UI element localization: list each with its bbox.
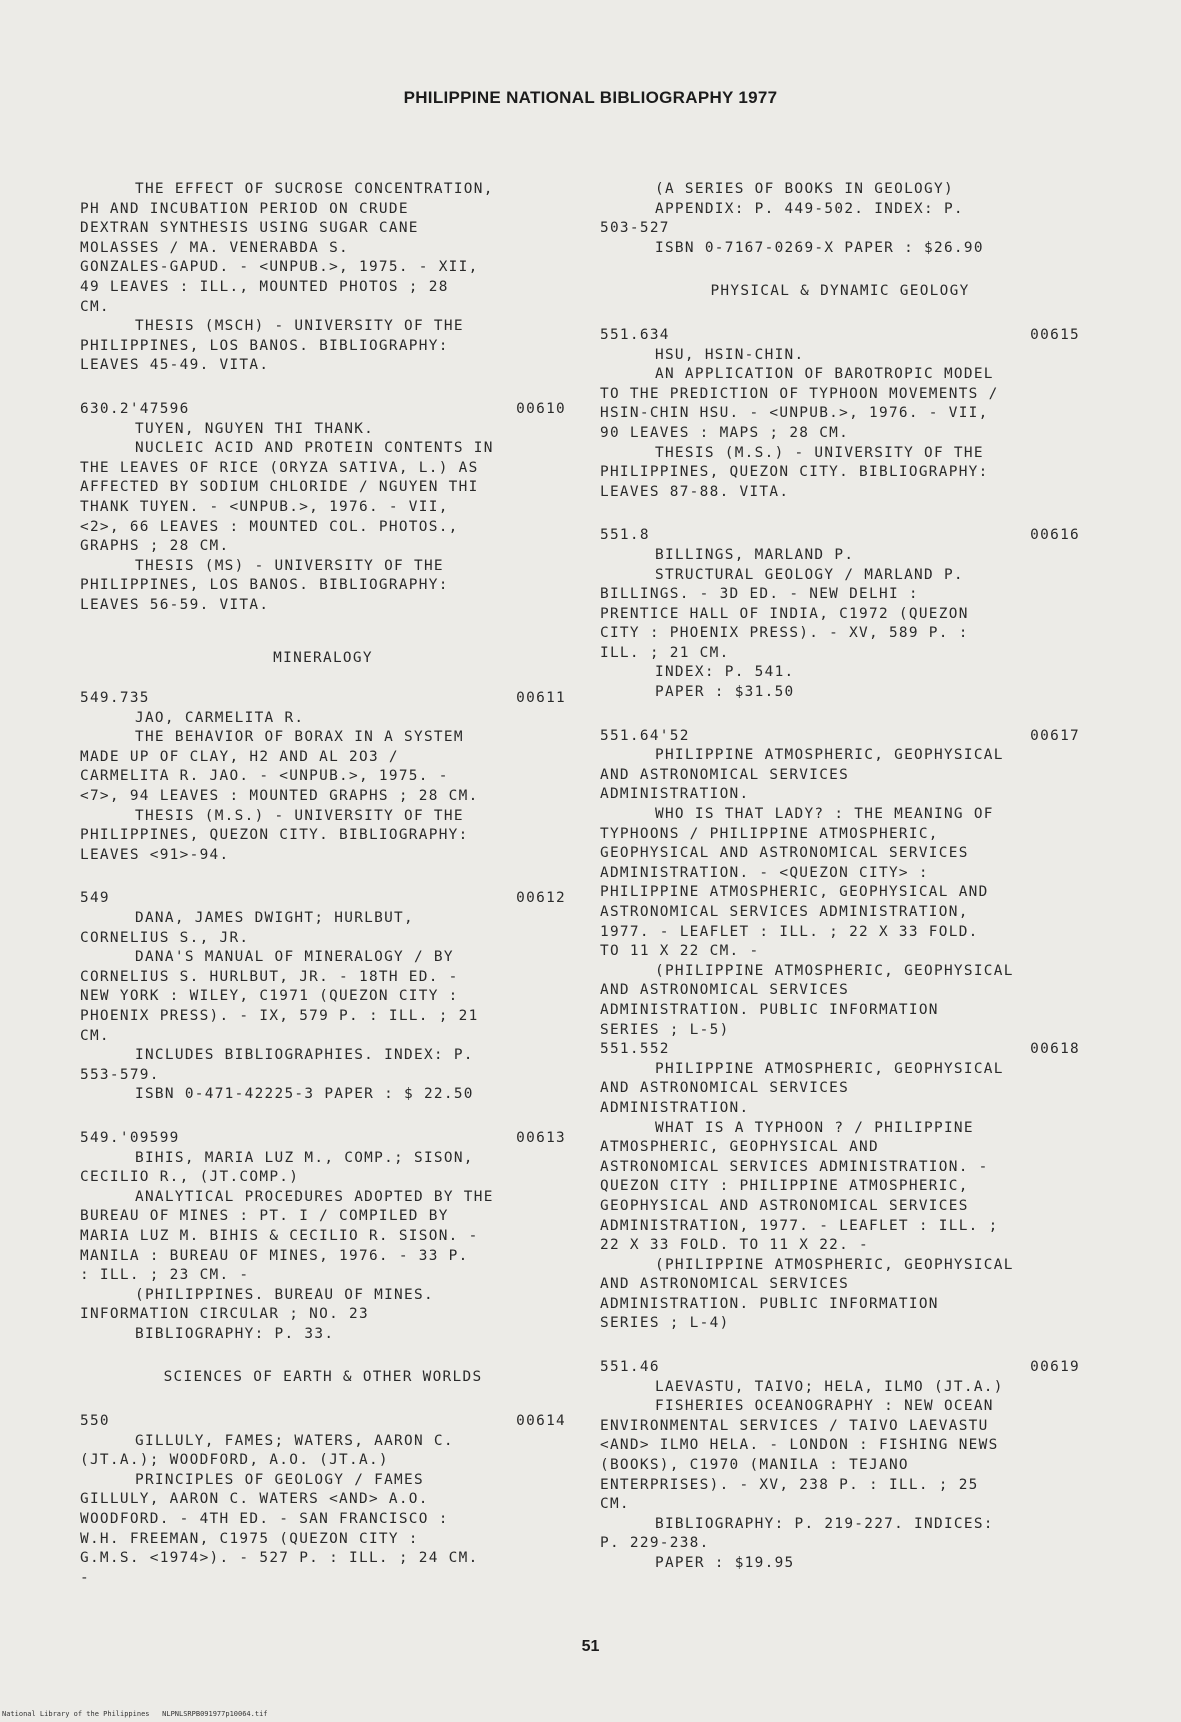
entry-number: 00612 <box>516 890 566 907</box>
entry-line: PHILIPPINES, LOS BANOS. BIBLIOGRAPHY: <box>80 337 449 354</box>
entry-line: HSU, HSIN-CHIN. <box>655 346 805 363</box>
entry-line: 503-527 <box>600 220 670 237</box>
entry-line: SERIES ; L-5) <box>600 1021 730 1038</box>
entry-line: AND ASTRONOMICAL SERVICES <box>600 1276 850 1293</box>
entry-line: CORNELIUS S. HURLBUT, JR. - 18TH ED. - <box>80 968 459 985</box>
entry-fragment-00609 <box>80 180 566 376</box>
entry-00615 <box>600 326 1080 502</box>
entry-line: DANA, JAMES DWIGHT; HURLBUT, <box>135 910 414 926</box>
entry-line: 553-579. <box>80 1066 160 1083</box>
entry-line: TYPHOONS / PHILIPPINE ATMOSPHERIC, <box>600 825 939 842</box>
entry-line: THESIS (M.S.) - UNIVERSITY OF THE <box>655 444 984 461</box>
entry-line: <2>, 66 LEAVES : MOUNTED COL. PHOTOS., <box>80 518 459 535</box>
entry-00618 <box>600 1040 1080 1334</box>
entry-line: ADMINISTRATION. PUBLIC INFORMATION <box>600 1295 939 1312</box>
entry-line: GONZALES-GAPUD. - <UNPUB.>, 1975. - XII, <box>80 259 479 276</box>
entry-line: AND ASTRONOMICAL SERVICES <box>600 1080 850 1097</box>
entry-line: PAPER : $31.50 <box>655 684 795 701</box>
entry-line: GEOPHYSICAL AND ASTRONOMICAL SERVICES <box>600 845 969 862</box>
entry-line: NUCLEIC ACID AND PROTEIN CONTENTS IN <box>135 440 494 457</box>
entry-number: 00616 <box>1030 527 1080 544</box>
entry-line: (A SERIES OF BOOKS IN GEOLOGY) <box>655 181 954 197</box>
entry-line: WHAT IS A TYPHOON ? / PHILIPPINE <box>655 1119 974 1136</box>
entry-line: GEOPHYSICAL AND ASTRONOMICAL SERVICES <box>600 1197 969 1214</box>
entry-line: MANILA : BUREAU OF MINES, 1976. - 33 P. <box>80 1247 469 1264</box>
entry-line: LEAVES 45-49. VITA. <box>80 357 270 374</box>
section-heading: MINERALOGY <box>273 650 373 667</box>
entry-line: ENTERPRISES). - XV, 238 P. : ILL. ; 25 <box>600 1476 979 1493</box>
right-column <box>600 180 1080 1574</box>
entry-line: BIBLIOGRAPHY: P. 219-227. INDICES: <box>655 1515 994 1532</box>
entry-line: BUREAU OF MINES : PT. I / COMPILED BY <box>80 1208 449 1225</box>
entry-number: 00619 <box>1030 1359 1080 1376</box>
class-number: 549 <box>80 890 110 907</box>
entry-line: : ILL. ; 23 CM. - <box>80 1267 250 1284</box>
entry-line: W.H. FREEMAN, C1975 (QUEZON CITY : <box>80 1530 419 1547</box>
entry-00611 <box>80 689 566 865</box>
entry-line: INDEX: P. 541. <box>655 664 795 681</box>
page-number: 51 <box>581 1638 600 1655</box>
entry-number: 00617 <box>1030 727 1080 744</box>
entry-00612 <box>80 889 566 1105</box>
entry-line: GILLULY, AARON C. WATERS <AND> A.O. <box>80 1491 429 1508</box>
entry-line: ISBN 0-7167-0269-X PAPER : $26.90 <box>655 239 984 256</box>
entry-line: INCLUDES BIBLIOGRAPHIES. INDEX: P. <box>135 1047 474 1064</box>
entry-00610 <box>80 400 566 616</box>
entry-line: BILLINGS. - 3D ED. - NEW DELHI : <box>600 586 919 603</box>
entry-line: CITY : PHOENIX PRESS). - XV, 589 P. : <box>600 625 969 642</box>
entry-line: 22 X 33 FOLD. TO 11 X 22. - <box>600 1237 870 1254</box>
entry-line: ISBN 0-471-42225-3 PAPER : $ 22.50 <box>135 1086 474 1103</box>
entry-line: ASTRONOMICAL SERVICES ADMINISTRATION, <box>600 904 969 920</box>
entry-line: FISHERIES OCEANOGRAPHY : NEW OCEAN <box>655 1398 994 1415</box>
entry-line: AND ASTRONOMICAL SERVICES <box>600 766 850 783</box>
entry-line: TO THE PREDICTION OF TYPHOON MOVEMENTS / <box>600 385 999 402</box>
entry-line: <7>, 94 LEAVES : MOUNTED GRAPHS ; 28 CM. <box>80 788 479 805</box>
entry-line: GRAPHS ; 28 CM. <box>80 538 230 555</box>
class-number: 549.735 <box>80 690 150 707</box>
entry-line: AN APPLICATION OF BAROTROPIC MODEL <box>655 366 994 383</box>
entry-line: LEAVES 87-88. VITA. <box>600 483 790 500</box>
entry-line: APPENDIX: P. 449-502. INDEX: P. <box>655 200 964 217</box>
entry-line: PHOENIX PRESS). - IX, 579 P. : ILL. ; 21 <box>80 1007 479 1024</box>
entry-00614 <box>80 1412 566 1588</box>
section-heading: PHYSICAL & DYNAMIC GEOLOGY <box>710 283 970 300</box>
entry-line: THE BEHAVIOR OF BORAX IN A SYSTEM <box>135 729 464 746</box>
entry-line: DEXTRAN SYNTHESIS USING SUGAR CANE <box>80 220 419 237</box>
entry-line: TO 11 X 22 CM. - <box>600 943 760 960</box>
entry-line: LEAVES <91>-94. <box>80 846 230 863</box>
class-number: 551.552 <box>600 1041 670 1058</box>
entry-line: (PHILIPPINE ATMOSPHERIC, GEOPHYSICAL <box>655 962 1014 979</box>
class-number: 550 <box>80 1413 110 1430</box>
entry-line: CM. <box>600 1496 630 1513</box>
entry-line: NEW YORK : WILEY, C1971 (QUEZON CITY : <box>80 988 459 1005</box>
entry-00617 <box>600 727 1080 1041</box>
entry-line: AFFECTED BY SODIUM CHLORIDE / NGUYEN THI <box>80 479 479 496</box>
entry-line: 1977. - LEAFLET : ILL. ; 22 X 33 FOLD. <box>600 923 979 940</box>
class-number: 549.'09599 <box>80 1129 180 1146</box>
entry-line: CECILIO R., (JT.COMP.) <box>80 1169 300 1186</box>
entry-line: G.M.S. <1974>). - 527 P. : ILL. ; 24 CM. <box>80 1550 479 1567</box>
entry-line: HSIN-CHIN HSU. - <UNPUB.>, 1976. - VII, <box>600 405 989 422</box>
entry-line: ANALYTICAL PROCEDURES ADOPTED BY THE <box>135 1188 494 1205</box>
class-number: 630.2'47596 <box>80 400 190 417</box>
entry-line: 49 LEAVES : ILL., MOUNTED PHOTOS ; 28 <box>80 278 449 295</box>
entry-line: - <box>80 1569 90 1586</box>
entry-line: WHO IS THAT LADY? : THE MEANING OF <box>655 806 994 823</box>
entry-line: PRINCIPLES OF GEOLOGY / FAMES <box>135 1471 424 1488</box>
entry-line: (PHILIPPINE ATMOSPHERIC, GEOPHYSICAL <box>655 1256 1014 1273</box>
section-heading: SCIENCES OF EARTH & OTHER WORLDS <box>163 1369 483 1386</box>
entry-line: PHILIPPINES, QUEZON CITY. BIBLIOGRAPHY: <box>80 827 469 844</box>
entry-line: (PHILIPPINES. BUREAU OF MINES. <box>135 1286 434 1303</box>
entry-line: QUEZON CITY : PHILIPPINE ATMOSPHERIC, <box>600 1178 969 1195</box>
entry-line: THE EFFECT OF SUCROSE CONCENTRATION, <box>135 181 494 197</box>
page-title: PHILIPPINE NATIONAL BIBLIOGRAPHY 1977 <box>403 88 778 107</box>
entry-line: LAEVASTU, TAIVO; HELA, ILMO (JT.A.) <box>655 1378 1004 1395</box>
class-number: 551.8 <box>600 527 650 544</box>
scan-footer-label: National Library of the Philippines NLPNLSRPB091977p10064.tif <box>2 1710 268 1718</box>
entry-line: DANA'S MANUAL OF MINERALOGY / BY <box>135 949 454 966</box>
entry-line: PRENTICE HALL OF INDIA, C1972 (QUEZON <box>600 605 969 622</box>
entry-line: PHILIPPINE ATMOSPHERIC, GEOPHYSICAL <box>655 1060 1004 1077</box>
entry-line: MOLASSES / MA. VENERABDA S. <box>80 239 350 256</box>
entry-line: ADMINISTRATION, 1977. - LEAFLET : ILL. ; <box>600 1217 999 1234</box>
entry-line: ILL. ; 21 CM. <box>600 644 730 661</box>
entry-line: PHILIPPINE ATMOSPHERIC, GEOPHYSICAL AND <box>600 884 989 901</box>
entry-line: PH AND INCUBATION PERIOD ON CRUDE <box>80 200 409 217</box>
entry-line: (BOOKS), C1970 (MANILA : TEJANO <box>600 1457 909 1474</box>
entry-line: BILLINGS, MARLAND P. <box>655 546 855 563</box>
entry-line: THESIS (MSCH) - UNIVERSITY OF THE <box>135 318 464 335</box>
entry-number: 00618 <box>1030 1041 1080 1058</box>
entry-number: 00613 <box>516 1129 566 1146</box>
entry-line: ENVIRONMENTAL SERVICES / TAIVO LAEVASTU <box>600 1417 989 1434</box>
entry-line: THESIS (MS) - UNIVERSITY OF THE <box>135 557 444 574</box>
entry-line: PHILIPPINES, LOS BANOS. BIBLIOGRAPHY: <box>80 577 449 594</box>
entry-line: SERIES ; L-4) <box>600 1315 730 1332</box>
entry-line: BIHIS, MARIA LUZ M., COMP.; SISON, <box>135 1149 474 1166</box>
entry-line: PAPER : $19.95 <box>655 1555 795 1571</box>
entry-line: ADMINISTRATION. - <QUEZON CITY> : <box>600 864 929 881</box>
entry-line: MADE UP OF CLAY, H2 AND AL 2O3 / <box>80 748 399 765</box>
entry-number: 00610 <box>516 400 566 417</box>
class-number: 551.64'52 <box>600 727 690 744</box>
entry-line: ADMINISTRATION. PUBLIC INFORMATION <box>600 1001 939 1018</box>
entry-line: ASTRONOMICAL SERVICES ADMINISTRATION. - <box>600 1158 989 1175</box>
entry-line: THANK TUYEN. - <UNPUB.>, 1976. - VII, <box>80 498 449 515</box>
entry-line: LEAVES 56-59. VITA. <box>80 596 270 613</box>
entry-line: JAO, CARMELITA R. <box>135 709 305 726</box>
entry-00619 <box>600 1358 1080 1574</box>
entry-line: (JT.A.); WOODFORD, A.O. (JT.A.) <box>80 1452 389 1469</box>
entry-line: STRUCTURAL GEOLOGY / MARLAND P. <box>655 566 964 583</box>
entry-line: PHILIPPINES, QUEZON CITY. BIBLIOGRAPHY: <box>600 464 989 481</box>
entry-line: ADMINISTRATION. <box>600 1099 750 1116</box>
entry-line: TUYEN, NGUYEN THI THANK. <box>135 420 375 437</box>
entry-line: 90 LEAVES : MAPS ; 28 CM. <box>600 424 850 441</box>
entry-line: GILLULY, FAMES; WATERS, AARON C. <box>135 1432 454 1449</box>
entry-line: THE LEAVES OF RICE (ORYZA SATIVA, L.) AS <box>80 459 479 476</box>
entry-line: AND ASTRONOMICAL SERVICES <box>600 982 850 999</box>
entry-line: INFORMATION CIRCULAR ; NO. 23 <box>80 1306 369 1323</box>
entry-line: CM. <box>80 298 110 315</box>
entry-line: CORNELIUS S., JR. <box>80 929 250 946</box>
class-number: 551.46 <box>600 1359 660 1376</box>
entry-line: <AND> ILMO HELA. - LONDON : FISHING NEWS <box>600 1437 999 1454</box>
entry-line: P. 229-238. <box>600 1535 710 1552</box>
entry-line: ATMOSPHERIC, GEOPHYSICAL AND <box>600 1139 879 1156</box>
entry-line: THESIS (M.S.) - UNIVERSITY OF THE <box>135 807 464 824</box>
entry-line: MARIA LUZ M. BIHIS & CECILIO R. SISON. - <box>80 1227 479 1244</box>
entry-line: CM. <box>80 1027 110 1044</box>
entry-line: PHILIPPINE ATMOSPHERIC, GEOPHYSICAL <box>655 747 1004 764</box>
entry-number: 00614 <box>516 1413 566 1430</box>
entry-line: WOODFORD. - 4TH ED. - SAN FRANCISCO : <box>80 1511 449 1528</box>
class-number: 551.634 <box>600 326 670 343</box>
entry-number: 00615 <box>1030 326 1080 343</box>
entry-00613 <box>80 1129 566 1345</box>
entry-line: CARMELITA R. JAO. - <UNPUB.>, 1975. - <box>80 768 449 785</box>
entry-line: BIBLIOGRAPHY: P. 33. <box>135 1325 335 1342</box>
entry-number: 00611 <box>516 690 566 707</box>
left-column <box>80 180 566 1588</box>
entry-fragment-00614 <box>600 180 1080 258</box>
entry-00616 <box>600 526 1080 702</box>
entry-line: ADMINISTRATION. <box>600 786 750 803</box>
